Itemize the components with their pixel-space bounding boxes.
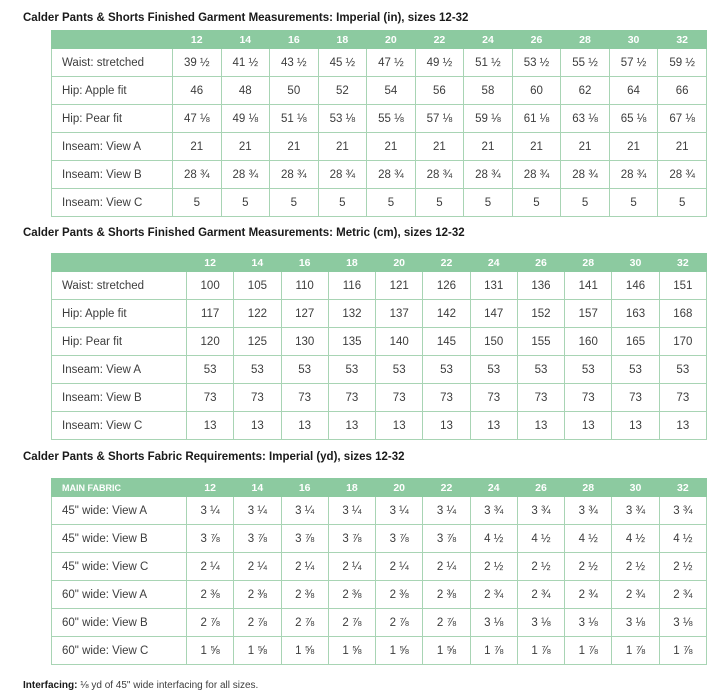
table-cell: 43 ½ [270, 49, 319, 77]
table-cell: 28 ¾ [415, 161, 464, 189]
table-row [52, 49, 707, 77]
size-header-18: 18 [318, 31, 367, 49]
row-label: 45" wide: View A [52, 497, 187, 525]
table-cell: 5 [609, 189, 658, 217]
table-cell: 48 [221, 77, 270, 105]
table-cell: 53 ½ [512, 49, 561, 77]
table-cell: 58 [464, 77, 513, 105]
table-cell: 2 ⅜ [187, 581, 234, 609]
fabric-requirements-table [51, 478, 707, 665]
table-cell: 125 [234, 328, 281, 356]
size-header-20: 20 [376, 479, 423, 497]
table-cell: 28 ¾ [561, 161, 610, 189]
table-cell: 5 [270, 189, 319, 217]
size-header-30: 30 [609, 31, 658, 49]
table-cell: 53 [470, 356, 517, 384]
table-cell: 3 ¾ [659, 497, 706, 525]
table-cell: 3 ¼ [328, 497, 375, 525]
table-cell: 157 [565, 300, 612, 328]
row-label: 60" wide: View A [52, 581, 187, 609]
table-cell: 46 [173, 77, 222, 105]
table-cell: 1 ⅝ [376, 637, 423, 665]
table-cell: 1 ⅝ [328, 637, 375, 665]
table-cell: 5 [367, 189, 416, 217]
table-row [52, 412, 707, 440]
table-cell: 28 ¾ [173, 161, 222, 189]
table-cell: 49 ⅛ [221, 105, 270, 133]
size-header-16: 16 [270, 31, 319, 49]
table-cell: 73 [565, 384, 612, 412]
table-cell: 2 ¼ [423, 553, 470, 581]
table-cell: 2 ⅞ [423, 609, 470, 637]
table-row [52, 384, 707, 412]
table-cell: 142 [423, 300, 470, 328]
table-cell: 53 [659, 356, 706, 384]
size-header-14: 14 [234, 479, 281, 497]
table-row [52, 161, 707, 189]
table-cell: 100 [187, 272, 234, 300]
size-header-28: 28 [565, 254, 612, 272]
table-cell: 116 [328, 272, 375, 300]
table-row [52, 637, 707, 665]
table-row [52, 581, 707, 609]
table-cell: 3 ⅞ [376, 525, 423, 553]
table-cell: 4 ½ [565, 525, 612, 553]
table-cell: 28 ¾ [658, 161, 707, 189]
table-cell: 105 [234, 272, 281, 300]
table-cell: 13 [328, 412, 375, 440]
metric-measurements-table [51, 253, 707, 440]
table-cell: 151 [659, 272, 706, 300]
table-row [52, 553, 707, 581]
table-cell: 2 ¾ [517, 581, 564, 609]
table-row [52, 300, 707, 328]
size-header-30: 30 [612, 479, 659, 497]
size-header-24: 24 [464, 31, 513, 49]
table-cell: 73 [423, 384, 470, 412]
table-cell: 21 [464, 133, 513, 161]
table-cell: 2 ⅜ [234, 581, 281, 609]
size-header-14: 14 [234, 254, 281, 272]
table-cell: 28 ¾ [270, 161, 319, 189]
table-row [52, 189, 707, 217]
table-cell: 73 [612, 384, 659, 412]
table-cell: 60 [512, 77, 561, 105]
table-cell: 2 ¼ [234, 553, 281, 581]
table-cell: 13 [234, 412, 281, 440]
table-cell: 4 ½ [612, 525, 659, 553]
table-cell: 54 [367, 77, 416, 105]
row-label: 60" wide: View B [52, 609, 187, 637]
row-label: Hip: Pear fit [52, 328, 187, 356]
row-label: Hip: Pear fit [52, 105, 173, 133]
row-label: Inseam: View C [52, 412, 187, 440]
table-cell: 28 ¾ [512, 161, 561, 189]
table-cell: 2 ¾ [470, 581, 517, 609]
interfacing-note [23, 680, 258, 691]
table-cell: 73 [328, 384, 375, 412]
table-cell: 120 [187, 328, 234, 356]
table-cell: 13 [565, 412, 612, 440]
table-cell: 13 [470, 412, 517, 440]
table-cell: 73 [187, 384, 234, 412]
row-label: Inseam: View A [52, 133, 173, 161]
table-cell: 21 [173, 133, 222, 161]
table-cell: 53 [328, 356, 375, 384]
row-label: Waist: stretched [52, 49, 173, 77]
table-cell: 64 [609, 77, 658, 105]
table-cell: 21 [318, 133, 367, 161]
table-cell: 2 ⅞ [376, 609, 423, 637]
table-row [52, 105, 707, 133]
table-cell: 53 [234, 356, 281, 384]
row-label: Inseam: View C [52, 189, 173, 217]
table-cell: 117 [187, 300, 234, 328]
table-header-row [52, 254, 707, 272]
size-header-28: 28 [565, 479, 612, 497]
table-cell: 28 ¾ [318, 161, 367, 189]
table-cell: 3 ¾ [565, 497, 612, 525]
size-header-24: 24 [470, 254, 517, 272]
table-cell: 2 ⅜ [281, 581, 328, 609]
table-cell: 5 [561, 189, 610, 217]
table-cell: 59 ½ [658, 49, 707, 77]
table-cell: 51 ½ [464, 49, 513, 77]
table-cell: 47 ⅛ [173, 105, 222, 133]
table-row [52, 133, 707, 161]
table-cell: 13 [281, 412, 328, 440]
size-header-32: 32 [659, 479, 706, 497]
table-cell: 66 [658, 77, 707, 105]
table-cell: 56 [415, 77, 464, 105]
imperial-measurements-table [51, 30, 707, 217]
table-cell: 28 ¾ [609, 161, 658, 189]
table-cell: 141 [565, 272, 612, 300]
size-header-18: 18 [328, 254, 375, 272]
row-label: Waist: stretched [52, 272, 187, 300]
table-cell: 50 [270, 77, 319, 105]
size-header-26: 26 [517, 479, 564, 497]
table-cell: 2 ¼ [187, 553, 234, 581]
table-cell: 160 [565, 328, 612, 356]
size-header-12: 12 [173, 31, 222, 49]
table-cell: 5 [658, 189, 707, 217]
size-header-22: 22 [423, 479, 470, 497]
table-cell: 57 ½ [609, 49, 658, 77]
table-cell: 3 ⅞ [328, 525, 375, 553]
table-cell: 2 ¼ [281, 553, 328, 581]
table-cell: 150 [470, 328, 517, 356]
table-cell: 1 ⅞ [565, 637, 612, 665]
table-cell: 21 [512, 133, 561, 161]
row-label: 45" wide: View C [52, 553, 187, 581]
size-header-20: 20 [376, 254, 423, 272]
table-row [52, 272, 707, 300]
header-corner-label [52, 31, 173, 49]
table-cell: 5 [173, 189, 222, 217]
section-title-imperial-measurements: Calder Pants & Shorts Finished Garment Measurements: Imperial (in), sizes 12-32 [23, 12, 469, 24]
table-cell: 121 [376, 272, 423, 300]
table-cell: 1 ⅞ [517, 637, 564, 665]
table-cell: 73 [470, 384, 517, 412]
table-cell: 5 [221, 189, 270, 217]
table-cell: 53 [423, 356, 470, 384]
table-cell: 147 [470, 300, 517, 328]
table-cell: 62 [561, 77, 610, 105]
table-cell: 145 [423, 328, 470, 356]
table-cell: 57 ⅛ [415, 105, 464, 133]
table-cell: 61 ⅛ [512, 105, 561, 133]
table-cell: 3 ⅞ [187, 525, 234, 553]
table-cell: 3 ⅞ [281, 525, 328, 553]
table-cell: 1 ⅞ [612, 637, 659, 665]
table-cell: 2 ⅜ [376, 581, 423, 609]
table-cell: 3 ⅛ [659, 609, 706, 637]
table-cell: 155 [517, 328, 564, 356]
table-cell: 170 [659, 328, 706, 356]
table-cell: 3 ¼ [281, 497, 328, 525]
table-cell: 45 ½ [318, 49, 367, 77]
header-corner-label [52, 254, 187, 272]
table-cell: 130 [281, 328, 328, 356]
table-cell: 13 [423, 412, 470, 440]
row-label: Inseam: View B [52, 384, 187, 412]
table-cell: 131 [470, 272, 517, 300]
size-header-24: 24 [470, 479, 517, 497]
table-cell: 21 [221, 133, 270, 161]
table-header-row [52, 31, 707, 49]
table-cell: 2 ⅞ [187, 609, 234, 637]
table-cell: 1 ⅞ [659, 637, 706, 665]
table-cell: 21 [658, 133, 707, 161]
table-cell: 3 ¼ [234, 497, 281, 525]
table-cell: 168 [659, 300, 706, 328]
table-cell: 63 ⅛ [561, 105, 610, 133]
table-cell: 127 [281, 300, 328, 328]
row-label: 60" wide: View C [52, 637, 187, 665]
table-cell: 2 ½ [517, 553, 564, 581]
section-title-fabric-requirements: Calder Pants & Shorts Fabric Requirements: Imperial (yd), sizes 12-32 [23, 451, 405, 463]
table-cell: 53 [565, 356, 612, 384]
table-cell: 55 ⅛ [367, 105, 416, 133]
size-header-22: 22 [423, 254, 470, 272]
table-cell: 73 [281, 384, 328, 412]
table-cell: 5 [512, 189, 561, 217]
table-cell: 53 [376, 356, 423, 384]
table-cell: 39 ½ [173, 49, 222, 77]
table-cell: 3 ⅞ [234, 525, 281, 553]
table-cell: 2 ½ [659, 553, 706, 581]
table-cell: 2 ¼ [328, 553, 375, 581]
table-cell: 2 ⅜ [328, 581, 375, 609]
table-cell: 13 [517, 412, 564, 440]
table-cell: 28 ¾ [221, 161, 270, 189]
table-cell: 3 ⅛ [612, 609, 659, 637]
table-cell: 146 [612, 272, 659, 300]
table-cell: 3 ⅛ [517, 609, 564, 637]
table-cell: 3 ⅛ [565, 609, 612, 637]
table-cell: 2 ½ [565, 553, 612, 581]
table-cell: 21 [415, 133, 464, 161]
size-header-22: 22 [415, 31, 464, 49]
table-cell: 3 ¾ [612, 497, 659, 525]
table-cell: 2 ¾ [612, 581, 659, 609]
table-cell: 2 ⅜ [423, 581, 470, 609]
table-cell: 5 [464, 189, 513, 217]
section-title-metric-measurements: Calder Pants & Shorts Finished Garment Measurements: Metric (cm), sizes 12-32 [23, 227, 465, 239]
table-cell: 3 ¼ [423, 497, 470, 525]
table-cell: 41 ½ [221, 49, 270, 77]
table-cell: 73 [659, 384, 706, 412]
table-cell: 53 ⅛ [318, 105, 367, 133]
table-row [52, 356, 707, 384]
table-cell: 5 [318, 189, 367, 217]
table-cell: 2 ¾ [659, 581, 706, 609]
table-cell: 52 [318, 77, 367, 105]
table-cell: 28 ¾ [367, 161, 416, 189]
table-cell: 122 [234, 300, 281, 328]
row-label: 45" wide: View B [52, 525, 187, 553]
table-cell: 135 [328, 328, 375, 356]
size-header-12: 12 [187, 479, 234, 497]
table-cell: 132 [328, 300, 375, 328]
table-cell: 2 ¼ [376, 553, 423, 581]
table-row [52, 328, 707, 356]
table-cell: 1 ⅞ [470, 637, 517, 665]
table-cell: 2 ½ [612, 553, 659, 581]
table-cell: 3 ¾ [470, 497, 517, 525]
size-header-16: 16 [281, 479, 328, 497]
table-cell: 165 [612, 328, 659, 356]
table-cell: 73 [234, 384, 281, 412]
size-header-16: 16 [281, 254, 328, 272]
table-cell: 53 [612, 356, 659, 384]
table-cell: 126 [423, 272, 470, 300]
size-header-26: 26 [512, 31, 561, 49]
table-header-row [52, 479, 707, 497]
table-cell: 140 [376, 328, 423, 356]
table-cell: 2 ¾ [565, 581, 612, 609]
size-header-18: 18 [328, 479, 375, 497]
table-cell: 21 [270, 133, 319, 161]
table-cell: 73 [376, 384, 423, 412]
size-header-28: 28 [561, 31, 610, 49]
table-cell: 3 ⅛ [470, 609, 517, 637]
table-cell: 4 ½ [659, 525, 706, 553]
table-cell: 2 ⅞ [234, 609, 281, 637]
interfacing-label: Interfacing: [23, 680, 78, 691]
table-cell: 49 ½ [415, 49, 464, 77]
table-cell: 65 ⅛ [609, 105, 658, 133]
table-cell: 110 [281, 272, 328, 300]
table-cell: 1 ⅝ [423, 637, 470, 665]
row-label: Hip: Apple fit [52, 300, 187, 328]
table-cell: 21 [609, 133, 658, 161]
table-cell: 53 [187, 356, 234, 384]
table-cell: 3 ¼ [187, 497, 234, 525]
table-cell: 53 [517, 356, 564, 384]
table-cell: 4 ½ [470, 525, 517, 553]
table-cell: 53 [281, 356, 328, 384]
table-row [52, 77, 707, 105]
table-cell: 73 [517, 384, 564, 412]
table-cell: 13 [376, 412, 423, 440]
table-cell: 2 ½ [470, 553, 517, 581]
table-cell: 13 [659, 412, 706, 440]
table-cell: 137 [376, 300, 423, 328]
table-cell: 2 ⅞ [328, 609, 375, 637]
table-cell: 55 ½ [561, 49, 610, 77]
size-header-12: 12 [187, 254, 234, 272]
table-cell: 13 [612, 412, 659, 440]
table-cell: 136 [517, 272, 564, 300]
header-corner-label: MAIN FABRIC [52, 479, 187, 497]
interfacing-text: ⅛ yd of 45" wide interfacing for all sizes. [77, 680, 259, 691]
table-cell: 5 [415, 189, 464, 217]
table-cell: 51 ⅛ [270, 105, 319, 133]
table-cell: 59 ⅛ [464, 105, 513, 133]
table-row [52, 609, 707, 637]
size-header-26: 26 [517, 254, 564, 272]
table-cell: 47 ½ [367, 49, 416, 77]
table-cell: 3 ¼ [376, 497, 423, 525]
table-cell: 1 ⅝ [234, 637, 281, 665]
row-label: Inseam: View A [52, 356, 187, 384]
table-cell: 4 ½ [517, 525, 564, 553]
table-cell: 3 ¾ [517, 497, 564, 525]
row-label: Hip: Apple fit [52, 77, 173, 105]
table-cell: 67 ⅛ [658, 105, 707, 133]
table-cell: 1 ⅝ [281, 637, 328, 665]
table-cell: 152 [517, 300, 564, 328]
table-cell: 1 ⅝ [187, 637, 234, 665]
size-header-14: 14 [221, 31, 270, 49]
table-cell: 2 ⅞ [281, 609, 328, 637]
table-cell: 28 ¾ [464, 161, 513, 189]
table-cell: 13 [187, 412, 234, 440]
row-label: Inseam: View B [52, 161, 173, 189]
table-row [52, 525, 707, 553]
size-header-32: 32 [659, 254, 706, 272]
size-header-32: 32 [658, 31, 707, 49]
table-cell: 21 [561, 133, 610, 161]
table-cell: 21 [367, 133, 416, 161]
size-header-30: 30 [612, 254, 659, 272]
size-header-20: 20 [367, 31, 416, 49]
table-cell: 163 [612, 300, 659, 328]
table-cell: 3 ⅞ [423, 525, 470, 553]
table-row [52, 497, 707, 525]
